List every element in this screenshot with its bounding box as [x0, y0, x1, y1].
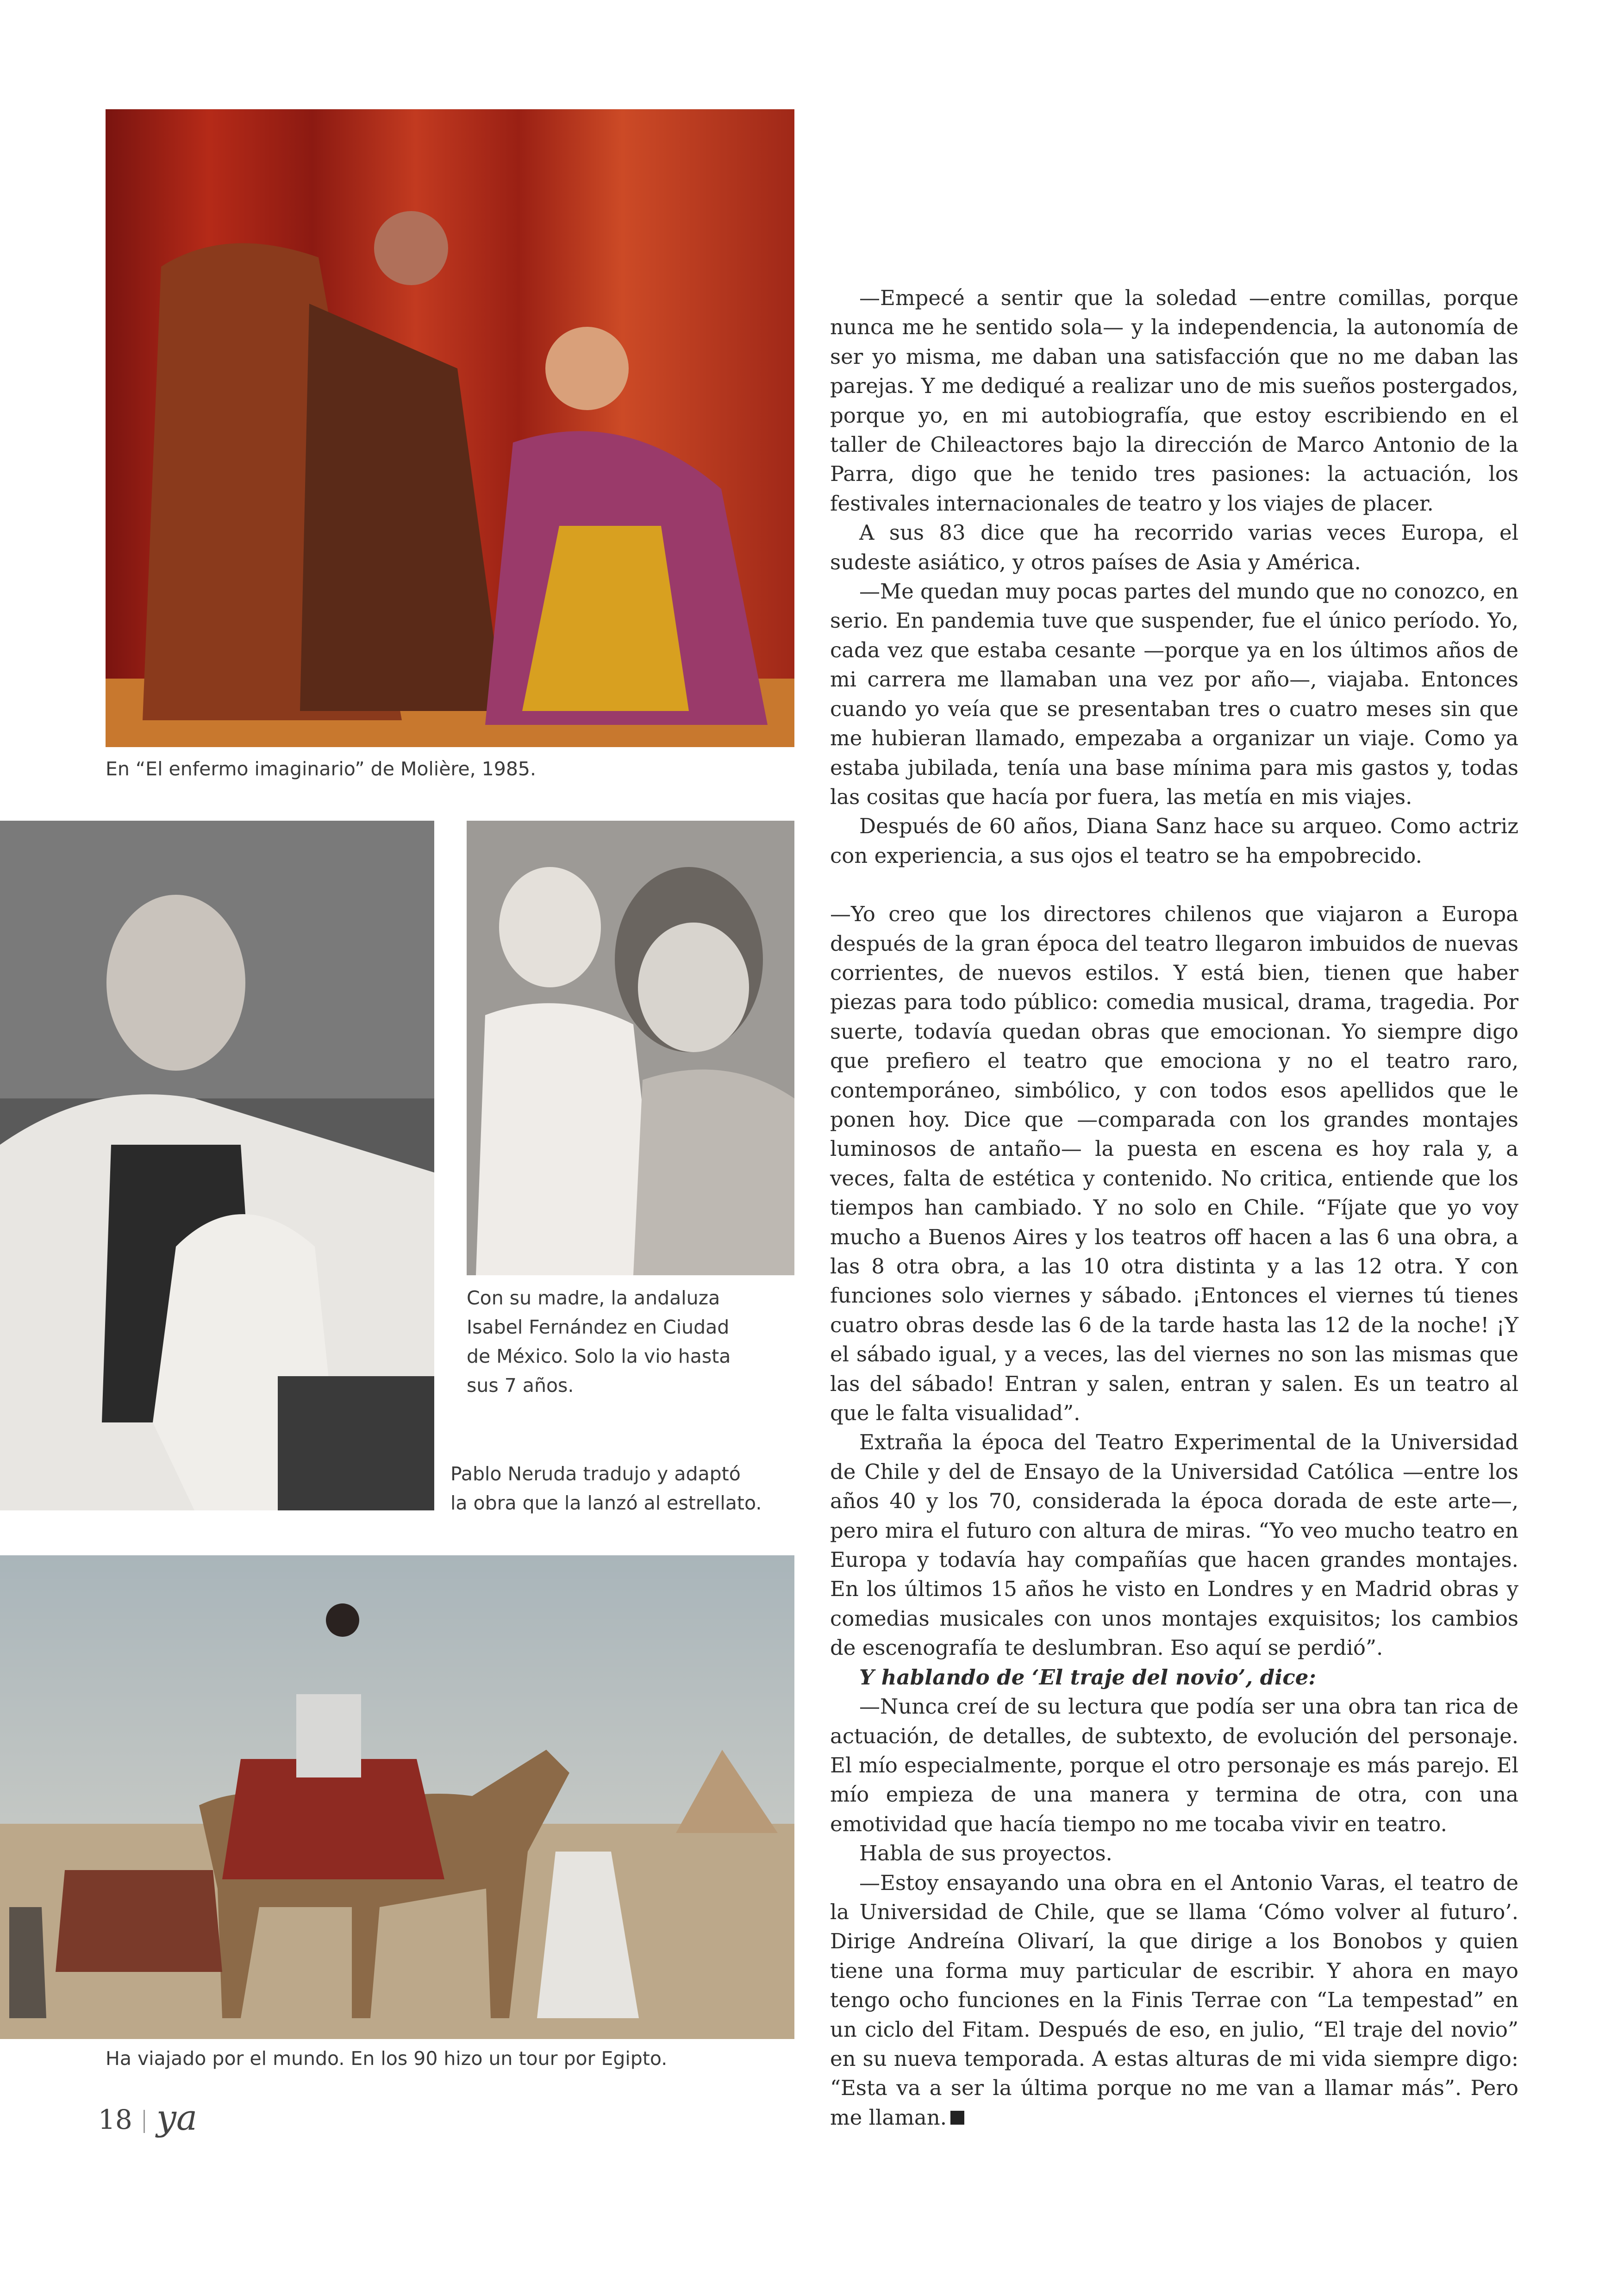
article-paragraph-text: —Estoy ensayando una obra en el Antonio Varas, el teatro de la Universidad de Chile, que se llama ‘Cómo volver al futuro’. Dirige Andreína Olivarí, la que dirige a los Bonobos y quien tiene una forma muy particular de escribir. Y ahora en mayo tengo ocho funciones en la Finis Terrae con “La tempestad” en un ciclo del Fitam. Después de eso, en julio, “El traje del novio” en su nueva temporada. A estas alturas de mi vida siempre digo: “Esta va a ser la última porque no me van a llamar más”. Pero me llaman.	[830, 1870, 1518, 2130]
article-paragraph-last	[830, 1868, 1518, 2133]
article-paragraph: —Empecé a sentir que la soledad —entre comillas, porque nunca me he sentido sola— y la independencia, la autonomía de ser yo misma, me daban una satisfacción que no me daban las parejas. Y me dediqué a realizar uno de mis sueños postergados, porque yo, en mi autobiografía, que estoy escribiendo en el taller de Chileactores bajo la dirección de Marco Antonio de la Parra, digo que he tenido tres pasiones: la actuación, los festivales internacionales de teatro y los viajes de placer.	[830, 286, 1518, 516]
caption-neruda-line: la obra que la lanzó al estrellato.	[450, 1492, 762, 1514]
article-paragraph: —Yo creo que los directores chilenos que viajaron a Europa después de la gran época del teatro llegaron imbuidos de nuevas corrientes, de nuevos estilos. Y está bien, tienen que haber piezas para todo público: comedia musical, drama, tragedia. Por suerte, todavía quedan obras que emocionan. Yo siempre digo que prefiero el teatro que emociona y no el teatro raro, contemporáneo, simbólico, y con todos esos apellidos que le ponen hoy. Dice que —comparada con los grandes montajes luminosos de antaño— la puesta en escena es hoy rala y, a veces, falta de estética y contenido. No critica, entiende que los tiempos han cambiado. Y no solo en Chile. “Fíjate que yo voy mucho a Buenos Aires y los teatros off hacen a las 6 una obra, a las 8 otra obra, a las 10 otra distinta y a las 12 otra. Y con funciones solo viernes y sábado. ¡Entonces el viernes tú tienes cuatro obras desde las 6 de la tarde hasta las 12 de la noche! ¡Y el sábado igual, y a veces, las del viernes no son las mismas que las del sábado! Entran y salen, entran y salen. Es un teatro al que le falta visualidad”.	[830, 902, 1518, 1426]
page-number: 18	[98, 2104, 132, 2135]
caption-neruda	[450, 1459, 762, 1518]
magazine-logo: ya	[156, 2097, 198, 2138]
end-of-article-icon	[950, 2111, 964, 2125]
folio-divider	[144, 2110, 145, 2133]
article-paragraph: Después de 60 años, Diana Sanz hace su arqueo. Como actriz con experiencia, a sus ojos el teatro se ha empobrecido.	[830, 814, 1518, 868]
article-paragraph: Extraña la época del Teatro Experimental de la Universidad de Chile y del de Ensayo de la Universidad Católica —entre los años 40 y los 70, considerada la época dorada de este arte—, pero mira el futuro con altura de miras. “Yo veo mucho teatro en Europa y todavía hay compañías que hacen grandes montajes. En los últimos 15 años he visto en Londres y en Madrid obras y comedias musicales con unos montajes exquisitos; los cambios de escenografía te deslumbran. Eso aquí se perdió”.	[830, 1430, 1518, 1660]
caption-mother-line: de México. Solo la vio hasta	[467, 1345, 731, 1367]
caption-egypt: Ha viajado por el mundo. En los 90 hizo un tour por Egipto.	[106, 2047, 668, 2070]
photo-moliere-scene	[106, 109, 794, 747]
article-paragraph: Habla de sus proyectos.	[859, 1841, 1112, 1866]
caption-mother-line: Con su madre, la andaluza	[467, 1287, 720, 1309]
caption-mother-line: sus 7 años.	[467, 1374, 574, 1397]
article-paragraph: —Me quedan muy pocas partes del mundo que no conozco, en serio. En pandemia tuve que suspender, fue el único período. Yo, cada vez que estaba cesante —porque ya en los últimos años de mi carrera me llamaban una vez por año—, viajaba. Entonces cuando yo veía que se presentaban tres o cuatro meses sin que me hubieran llamado, empezaba a organizar un viaje. Como ya estaba jubilada, tenía una base mínima para mis gastos y, todas las cositas que hacía por fuera, las metía en mis viajes.	[830, 579, 1518, 809]
caption-neruda-line: Pablo Neruda tradujo y adaptó	[450, 1463, 741, 1485]
article-body	[830, 283, 1518, 2132]
caption-mother	[467, 1284, 731, 1400]
article-paragraph: A sus 83 dice que ha recorrido varias veces Europa, el sudeste asiático, y otros países de Asia y América.	[830, 520, 1518, 574]
photo-with-mother	[467, 821, 794, 1275]
article-subhead: Y hablando de ‘El traje del novio’, dice:	[859, 1665, 1317, 1690]
article-paragraph: —Nunca creí de su lectura que podía ser una obra tan rica de actuación, de detalles, de subtexto, de evolución del personaje. El mío especialmente, porque el otro personaje es más parejo. El mío empieza de una manera y termina de otra, con una emotividad que hacía tiempo no me tocaba vivir en teatro.	[830, 1694, 1518, 1836]
photo-neruda	[0, 821, 434, 1510]
caption-mother-line: Isabel Fernández en Ciudad	[467, 1316, 730, 1338]
photo-egypt-camel	[0, 1555, 794, 2039]
caption-moliere: En “El enfermo imaginario” de Molière, 1985.	[106, 758, 537, 780]
